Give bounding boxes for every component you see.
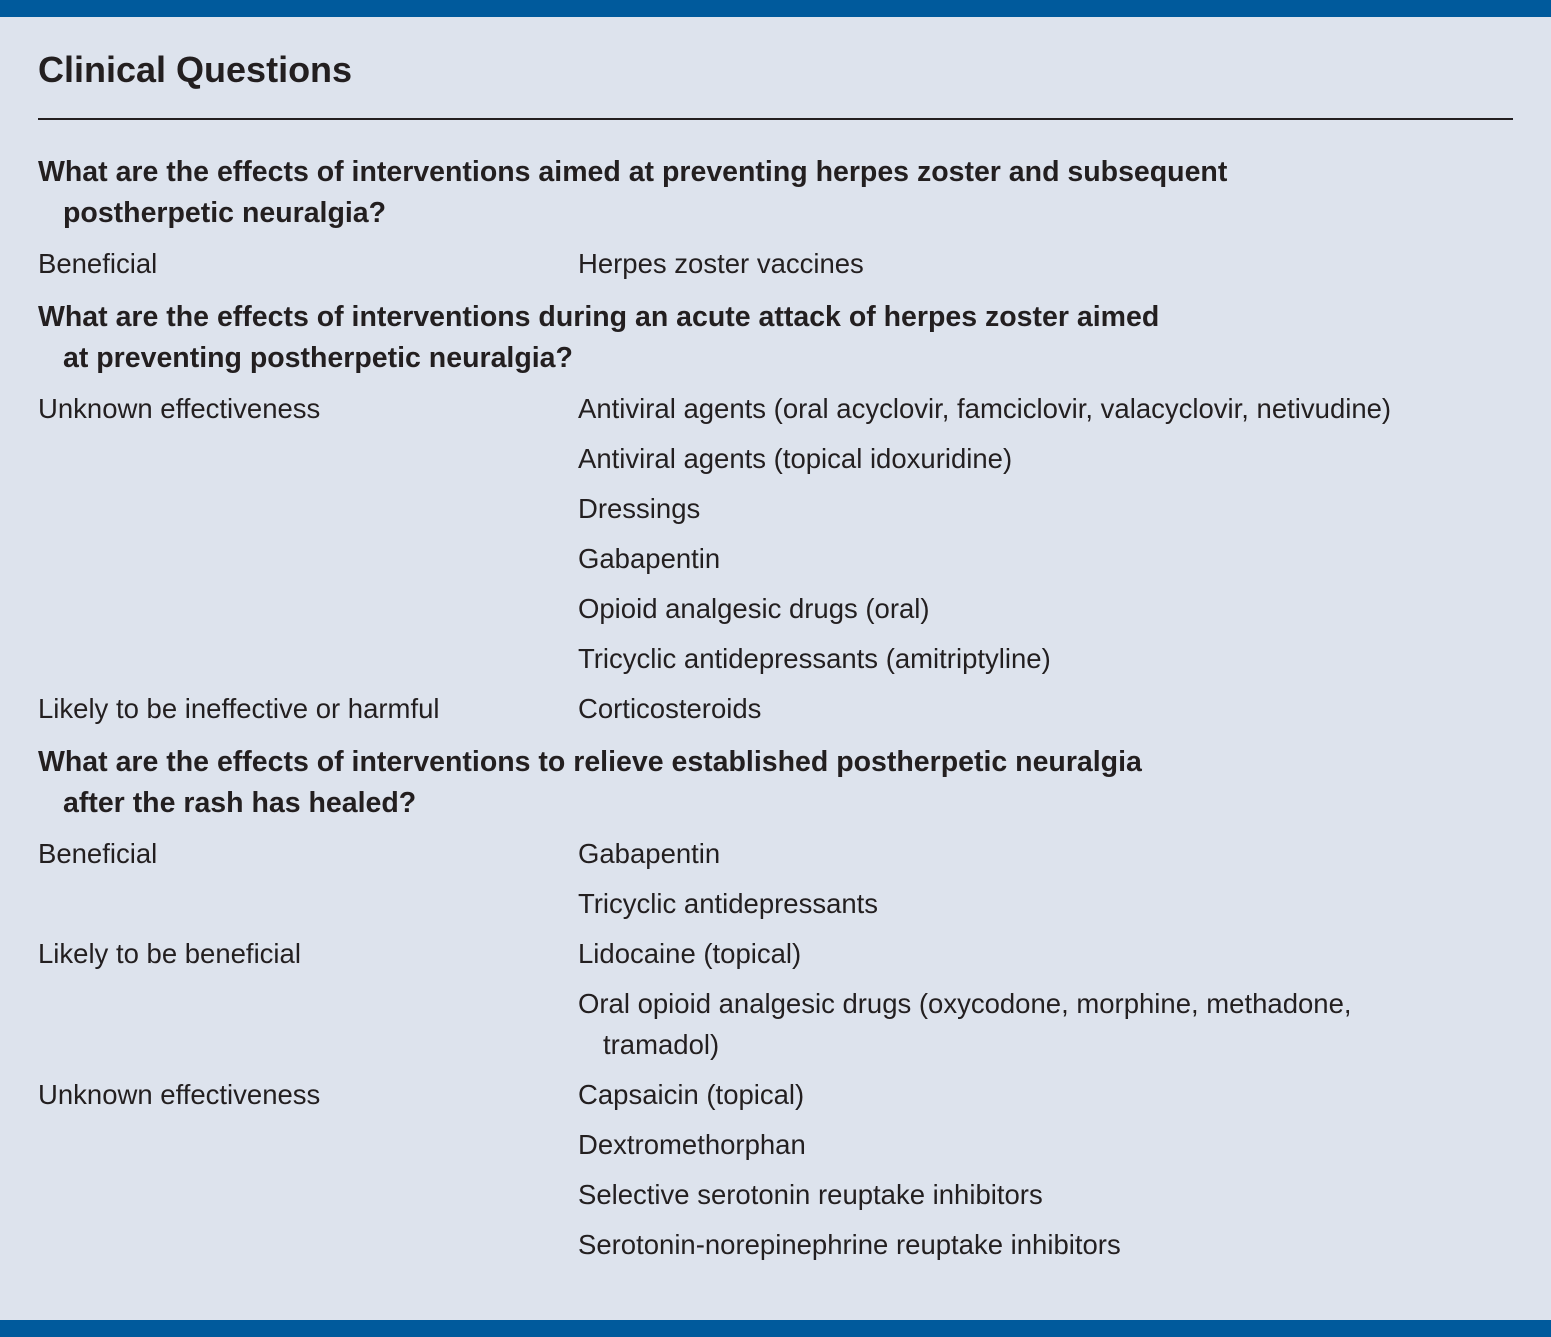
clinical-questions-list <box>38 152 1518 1274</box>
intervention-text: Opioid analgesic drugs (oral) <box>578 593 930 624</box>
question-line: postherpetic neuralgia? <box>63 197 387 229</box>
intervention-text: Serotonin-norepinephrine reuptake inhibitors <box>578 1229 1121 1260</box>
question-line: after the rash has healed? <box>63 787 417 819</box>
intervention-text: tramadol) <box>603 1029 720 1060</box>
intervention <box>578 1224 1518 1265</box>
table-row <box>38 833 1518 874</box>
evidence-category <box>38 588 578 629</box>
evidence-category <box>38 488 578 529</box>
evidence-category <box>38 438 578 479</box>
evidence-category: Beneficial <box>38 248 158 279</box>
table-row <box>38 1224 1518 1265</box>
evidence-category <box>38 883 578 924</box>
intervention <box>578 1124 1518 1165</box>
intervention-text: Dressings <box>578 493 701 524</box>
table-row <box>38 488 1518 529</box>
intervention <box>578 488 1518 529</box>
table-row <box>38 538 1518 579</box>
intervention <box>578 933 1518 974</box>
evidence-category <box>38 1124 578 1165</box>
intervention-text: Oral opioid analgesic drugs (oxycodone, morphine, methadone, <box>578 988 1352 1019</box>
evidence-category <box>38 538 578 579</box>
table-row <box>38 588 1518 629</box>
intervention-text: Tricyclic antidepressants (amitriptyline) <box>578 643 1051 674</box>
evidence-category <box>38 983 578 1065</box>
intervention <box>578 243 1518 284</box>
intervention <box>578 538 1518 579</box>
page-title: Clinical Questions <box>38 49 353 90</box>
table-row <box>38 883 1518 924</box>
intervention <box>578 438 1518 479</box>
intervention-text: Capsaicin (topical) <box>578 1079 805 1110</box>
top-border-bar <box>0 0 1551 17</box>
section-question <box>38 297 1518 379</box>
intervention-text: Herpes zoster vaccines <box>578 248 864 279</box>
question-line: What are the effects of interventions aimed at preventing herpes zoster and subsequent <box>38 156 1228 188</box>
table-row <box>38 933 1518 974</box>
table-row <box>38 1174 1518 1215</box>
question-line: at preventing postherpetic neuralgia? <box>63 342 573 374</box>
table-row <box>38 1124 1518 1165</box>
intervention-text: Gabapentin <box>578 838 721 869</box>
table-row <box>38 243 1518 284</box>
table-row <box>38 983 1518 1065</box>
intervention <box>578 1174 1518 1215</box>
intervention <box>578 983 1518 1065</box>
evidence-category <box>38 1174 578 1215</box>
intervention-text: Tricyclic antidepressants <box>578 888 879 919</box>
intervention-text: Antiviral agents (topical idoxuridine) <box>578 443 1013 474</box>
table-row <box>38 438 1518 479</box>
intervention-text: Selective serotonin reuptake inhibitors <box>578 1179 1043 1210</box>
question-line: What are the effects of interventions to relieve established postherpetic neuralgia <box>38 746 1142 778</box>
evidence-category: Likely to be ineffective or harmful <box>38 693 440 724</box>
intervention <box>578 883 1518 924</box>
intervention-text: Lidocaine (topical) <box>578 938 802 969</box>
table-row <box>38 688 1518 729</box>
evidence-category: Unknown effectiveness <box>38 1079 321 1110</box>
intervention <box>578 833 1518 874</box>
intervention-text: Corticosteroids <box>578 693 762 724</box>
intervention <box>578 688 1518 729</box>
intervention <box>578 638 1518 679</box>
intervention <box>578 388 1518 429</box>
bottom-border-bar <box>0 1320 1551 1337</box>
evidence-category <box>38 1224 578 1265</box>
table-row <box>38 638 1518 679</box>
intervention-text: Dextromethorphan <box>578 1129 806 1160</box>
intervention-text: Antiviral agents (oral acyclovir, famciclovir, valacyclovir, netivudine) <box>578 393 1392 424</box>
intervention-text: Gabapentin <box>578 543 721 574</box>
title-divider <box>38 118 1513 120</box>
section-question <box>38 152 1518 234</box>
section-question <box>38 742 1518 824</box>
evidence-category: Likely to be beneficial <box>38 938 301 969</box>
table-row <box>38 1074 1518 1115</box>
table-row <box>38 388 1518 429</box>
intervention <box>578 588 1518 629</box>
evidence-category: Beneficial <box>38 838 158 869</box>
intervention <box>578 1074 1518 1115</box>
evidence-category: Unknown effectiveness <box>38 393 321 424</box>
evidence-category <box>38 638 578 679</box>
question-line: What are the effects of interventions during an acute attack of herpes zoster aimed <box>38 301 1160 333</box>
